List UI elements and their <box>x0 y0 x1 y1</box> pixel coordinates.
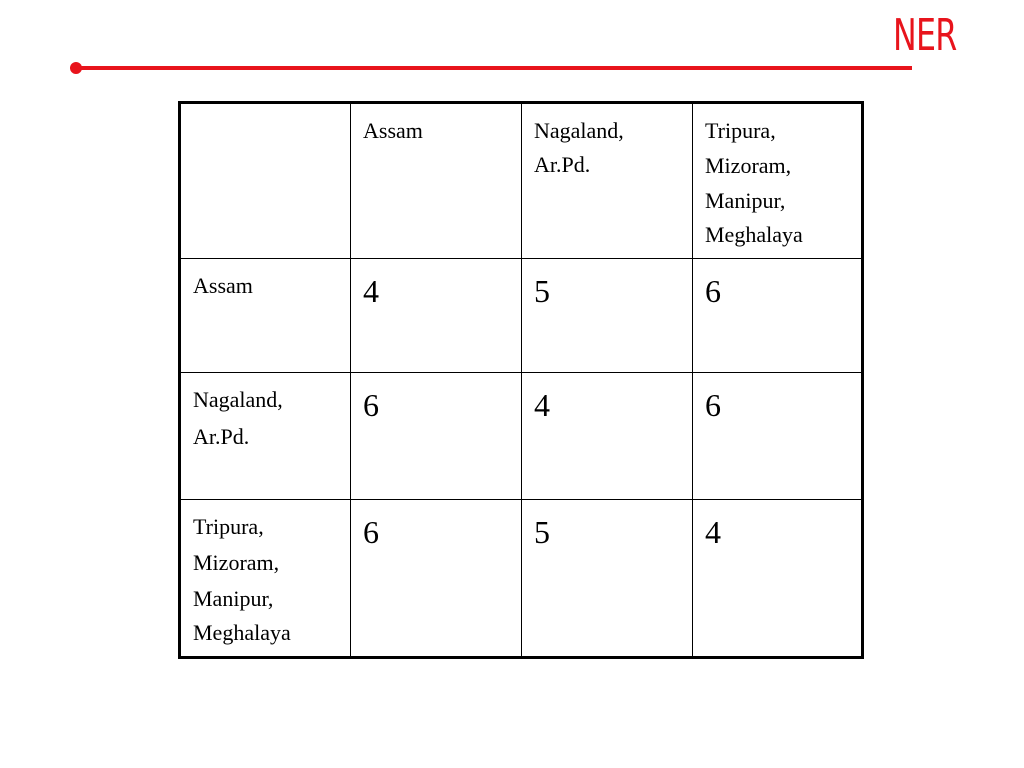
column-header-line: Mizoram, <box>705 153 792 178</box>
value-cell <box>522 373 693 500</box>
value-cell <box>693 259 863 373</box>
cell-value: 6 <box>363 514 379 550</box>
header-rule <box>76 66 912 70</box>
column-header-assam <box>351 103 522 259</box>
row-header-line: Assam <box>193 273 253 298</box>
column-header-nagaland <box>522 103 693 259</box>
value-cell <box>693 373 863 500</box>
table-row <box>180 259 863 373</box>
column-header-line: Tripura, <box>705 118 776 143</box>
value-cell <box>522 500 693 658</box>
cell-value: 6 <box>705 387 721 423</box>
column-header-line: Assam <box>363 118 423 143</box>
row-header-tripura <box>180 500 351 658</box>
cell-value: 5 <box>534 514 550 550</box>
row-header-line: Nagaland, <box>193 387 283 412</box>
data-table <box>178 101 864 659</box>
column-header-line: Manipur, <box>705 188 786 213</box>
column-header-line: Nagaland, <box>534 118 624 143</box>
ner-logo: NER <box>893 10 957 61</box>
cell-value: 4 <box>534 387 550 423</box>
cell-value: 5 <box>534 273 550 309</box>
value-cell <box>351 373 522 500</box>
corner-cell <box>180 103 351 259</box>
row-header-nagaland <box>180 373 351 500</box>
value-cell <box>693 500 863 658</box>
row-header-line: Manipur, <box>193 586 274 611</box>
row-header-line: Tripura, <box>193 514 264 539</box>
row-header-line: Meghalaya <box>193 620 291 645</box>
row-header-line: Ar.Pd. <box>193 424 250 449</box>
row-header-assam <box>180 259 351 373</box>
cell-value: 6 <box>705 273 721 309</box>
value-cell <box>522 259 693 373</box>
header-row <box>180 103 863 259</box>
cell-value: 4 <box>705 514 721 550</box>
column-header-tripura <box>693 103 863 259</box>
column-header-line: Ar.Pd. <box>534 152 591 177</box>
cell-value: 6 <box>363 387 379 423</box>
value-cell <box>351 500 522 658</box>
cell-value: 4 <box>363 273 379 309</box>
row-header-line: Mizoram, <box>193 550 280 575</box>
table-row <box>180 500 863 658</box>
column-header-line: Meghalaya <box>705 222 803 247</box>
value-cell <box>351 259 522 373</box>
table-row <box>180 373 863 500</box>
